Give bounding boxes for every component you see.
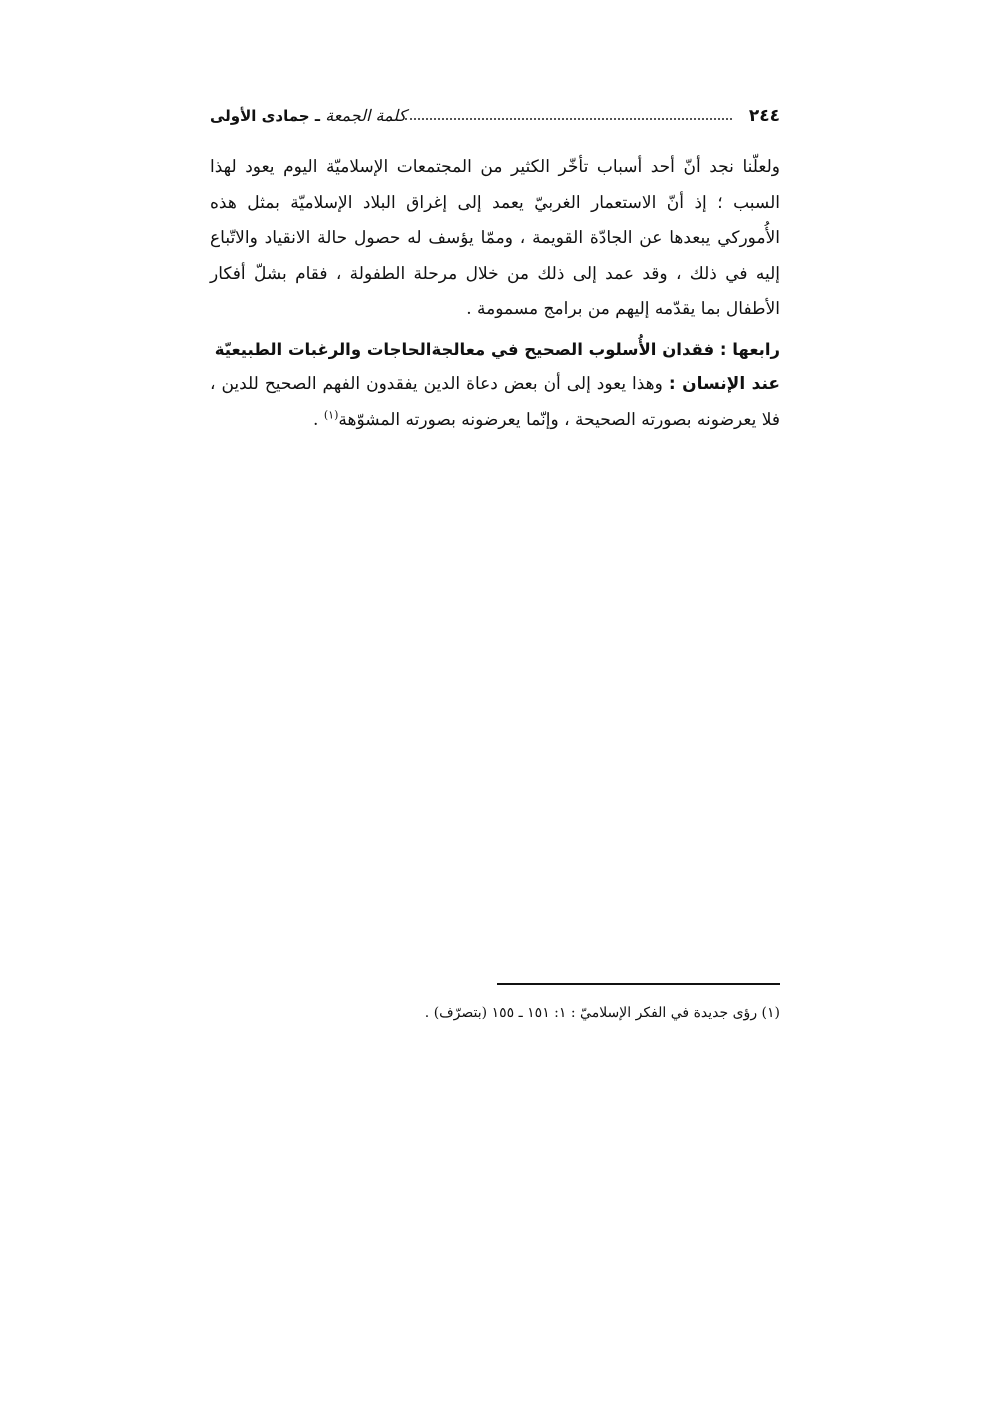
paragraph-1: ولعلّنا نجد أنّ أحد أسباب تأخّر الكثير من المجتمعات الإسلاميّة اليوم يعود لهذا السبب ؛ إذ أنّ الاستعمار الغربيّ يعمد إلى إغراق البلاد الإسلاميّة بمثل هذه الأُموركي يبعدها عن الجادّة القويمة ، وممّا يؤسف له حصول حالة الانقياد والاتّباع إليه في ذلك ، وقد عمد إلى ذلك من خلال مرحلة الطفولة ، فقام بشلّ أفكار الأطفال بما يقدّمه إليهم من برامج مسمومة . (210, 157, 780, 319)
footnote: (١) رؤى جديدة في الفكر الإسلاميّ : ١: ١٥١ ـ ١٥٥ (بتصرّف) . (424, 1005, 780, 1021)
header-logo: كلمة الجمعة (325, 106, 407, 125)
paragraph-2-end: . (313, 409, 324, 430)
footnote-separator-rule (497, 983, 780, 985)
paragraph-2-text: وهذا يعود إلى أن بعض دعاة الدين يفقدون الفهم الصحيح للدين ، فلا يعرضونه بصورته الصحيحة ، وإنّما يعرضونه بصورته المشوّهة (210, 374, 780, 430)
header-separator: ـ (309, 107, 326, 125)
header-title (210, 102, 406, 130)
running-header (210, 102, 780, 130)
body-text (210, 150, 780, 438)
footnote-reference[interactable]: (١) (323, 407, 339, 421)
page-number: ٢٤٤ (748, 106, 780, 126)
header-section-title: جمادى الأولى (210, 107, 310, 125)
section-heading: رابعها : فقدان الأُسلوب الصحيح في معالجةالحاجات والرغبات الطبيعيّة (214, 339, 780, 359)
paragraph-2 (210, 367, 780, 438)
header-dotted-leader (405, 118, 732, 120)
heading-continuation: عند الإنسان : (668, 374, 780, 394)
